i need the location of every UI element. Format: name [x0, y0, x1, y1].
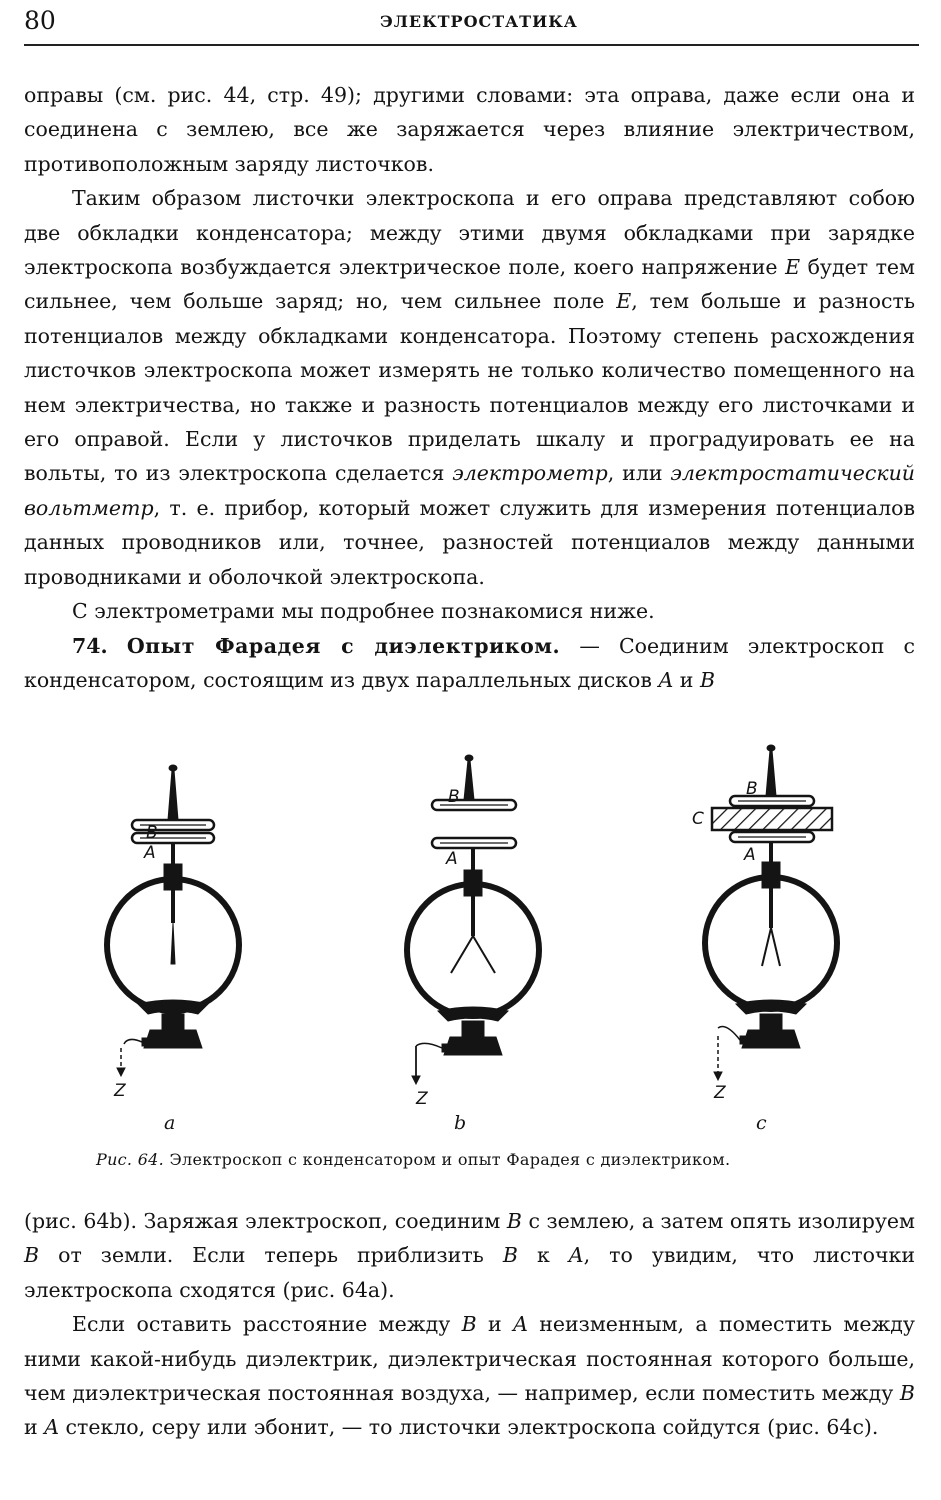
leaf-right-b: [473, 936, 495, 973]
label-B-c: B: [746, 779, 758, 799]
figure-64: [90, 738, 880, 1138]
label-B-a: B: [146, 823, 158, 843]
running-title: ЭЛЕКТРОСТАТИКА: [380, 12, 578, 31]
section-title: Опыт Фарадея с диэлектриком.: [126, 633, 561, 658]
page-number: 80: [24, 6, 56, 35]
paragraph-7: Если оставить расстояние между B и A неизменным, а поместить между ними какой-нибудь диэлектрик, диэлектрическая постоянная которого больше, чем диэлектрическая постоянная воздуха, — например, если поместить между B и A стекло, серу или эбонит, — то листочки электроскопа сойдутся (рис. 64c).: [24, 1312, 915, 1440]
handle-a: [168, 770, 178, 820]
sublabel-b: b: [454, 1112, 467, 1134]
leaf-left-c: [762, 928, 771, 966]
caption-ref: Рис. 64.: [96, 1150, 165, 1169]
leaves-a: [171, 923, 175, 964]
paragraph-3: С электрометрами мы подробнее познакомися ниже.: [72, 599, 655, 624]
leaf-right-c: [771, 928, 780, 966]
paragraph-2: Таким образом листочки электроскопа и его оправа представляют собою две обкладки конденсатора; между этими двумя обкладками при зарядке электроскопа возбуждается электрическое поле, коего напряжение E будет тем сильнее, чем больше заряд; но, чем сильнее поле E, тем больше и разность потенциалов между обкладками конденсатора. Поэтому степень расхождения листочков электроскопа может измерять не только количество помещенного на нем электричества, но также и разность потенциалов между его листочками и его оправой. Если у листочков приделать шкалу и проградуировать ее на вольты, то из электроскопа сделается электрометр, или электростатический вольтметр, т. е. прибор, который может служить для измерения потенциалов данных проводников или, точнее, разностей потенциалов между данными проводниками и оболочкой электроскопа.: [24, 186, 916, 589]
bottom-text-block: [24, 1204, 915, 1445]
leaf-left-b: [451, 936, 473, 973]
section-number: 74.: [72, 633, 108, 658]
stopper-b: [464, 870, 482, 896]
label-A-a: A: [144, 843, 156, 863]
electroscope-b: [407, 755, 539, 1084]
label-Z-b: Z: [416, 1089, 428, 1109]
electroscope-a: [107, 765, 239, 1076]
term-voltmeter: электростатический вольтметр: [24, 461, 915, 520]
paragraph-1: оправы (см. рис. 44, стр. 49); другими словами: эта оправа, даже если она и соединена с землею, все же заряжается через влияние электричеством, противоположным заряду листочков.: [24, 83, 915, 176]
paragraph-6: (рис. 64b). Заряжая электроскоп, соединим B с землею, а затем опять изолируем B от земли. Если теперь приблизить B к A, то увидим, что листочки электроскопа сходятся (рис. 64a).: [24, 1209, 915, 1302]
dielectric-C: [712, 808, 832, 830]
symbol-E: E: [616, 289, 632, 314]
handle-b: [464, 760, 474, 800]
symbol-E: E: [785, 255, 801, 280]
label-Z-a: Z: [114, 1081, 126, 1101]
electroscope-c: [705, 745, 837, 1080]
header-rule: [24, 44, 919, 46]
stopper-c: [762, 862, 780, 888]
label-B-b: B: [448, 787, 460, 807]
sublabel-a: a: [164, 1112, 176, 1134]
section-74: 74. Опыт Фарадея с диэлектриком. — Соединим электроскоп с конденсатором, состоящим из двух параллельных дисков A и B: [24, 633, 915, 692]
label-A-b: A: [446, 849, 458, 869]
label-C-c: C: [692, 809, 704, 829]
label-A-c: A: [744, 845, 756, 865]
label-Z-c: Z: [714, 1083, 726, 1103]
figure-caption: Рис. 64. Электроскоп с конденсатором и опыт Фарадея с диэлектриком.: [96, 1150, 731, 1169]
sublabel-c: c: [756, 1112, 767, 1134]
stopper-a: [164, 864, 182, 890]
top-text-block: [24, 78, 915, 697]
term-electrometer: электрометр: [452, 461, 608, 486]
handle-c: [766, 750, 776, 796]
electroscope-diagram: [90, 738, 880, 1138]
